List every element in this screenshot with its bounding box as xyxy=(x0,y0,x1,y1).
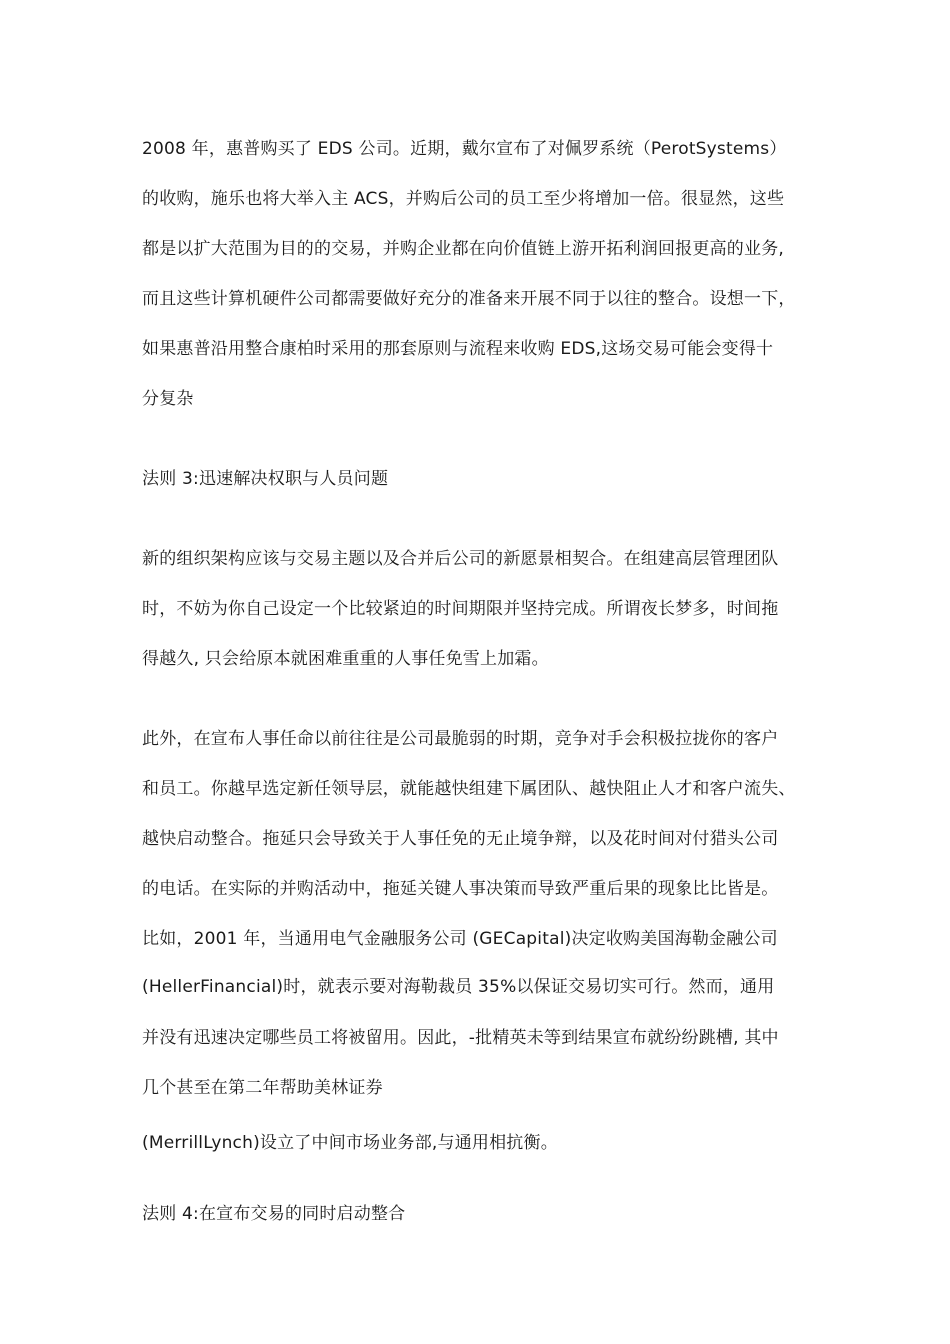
paragraph-3-line-8: 几个甚至在第二年帮助美林证券 xyxy=(142,1078,383,1098)
paragraph-1-line-5: 如果惠普沿用整合康柏时采用的那套原则与流程来收购 EDS,这场交易可能会变得十 xyxy=(142,339,774,359)
paragraph-3-line-1: 此外，在宣布人事任命以前往往是公司最脆弱的时期，竞争对手会积极拉拢你的客户 xyxy=(142,729,779,749)
paragraph-2-line-2: 时，不妨为你自己设定一个比较紧迫的时间期限并坚持完成。所谓夜长梦多，时间拖 xyxy=(142,599,779,619)
paragraph-3-line-9: (MerrillLynch)设立了中间市场业务部,与通用相抗衡。 xyxy=(142,1133,558,1153)
paragraph-3-line-5: 比如，2001 年，当通用电气金融服务公司 (GECapital)决定收购美国海勒金融公司 xyxy=(142,929,778,949)
paragraph-3-line-6: (HellerFinancial)时，就表示要对海勒裁员 35%以保证交易切实可行。然而，通用 xyxy=(142,977,775,997)
paragraph-1-line-3: 都是以扩大范围为目的的交易，并购企业都在向价值链上游开拓利润回报更高的业务, xyxy=(142,239,785,259)
paragraph-1-line-1: 2008 年，惠普购买了 EDS 公司。近期，戴尔宣布了对佩罗系统（PerotSystems） xyxy=(142,139,787,159)
paragraph-1-line-2: 的收购，施乐也将大举入主 ACS，并购后公司的员工至少将增加一倍。很显然，这些 xyxy=(142,189,785,209)
paragraph-2-line-3: 得越久, 只会给原本就困难重重的人事任免雪上加霜。 xyxy=(142,649,549,669)
paragraph-2-line-1: 新的组织架构应该与交易主题以及合并后公司的新愿景相契合。在组建高层管理团队 xyxy=(142,549,779,569)
paragraph-1-line-4: 而且这些计算机硬件公司都需要做好充分的准备来开展不同于以往的整合。设想一下， xyxy=(142,289,796,309)
paragraph-3-line-3: 越快启动整合。拖延只会导致关于人事任免的无止境争辩，以及花时间对付猎头公司 xyxy=(142,829,779,849)
paragraph-1-line-6: 分复杂 xyxy=(142,389,194,409)
paragraph-3-line-7: 并没有迅速决定哪些员工将被留用。因此，-批精英未等到结果宣布就纷纷跳槽, 其中 xyxy=(142,1028,779,1048)
heading-rule-3: 法则 3:迅速解决权职与人员问题 xyxy=(142,469,389,489)
paragraph-3-line-4: 的电话。在实际的并购活动中，拖延关键人事决策而导致严重后果的现象比比皆是。 xyxy=(142,879,779,899)
heading-rule-4: 法则 4:在宣布交易的同时启动整合 xyxy=(142,1204,406,1224)
paragraph-3-line-2: 和员工。你越早选定新任领导层，就能越快组建下属团队、越快阻止人才和客户流失、 xyxy=(142,779,796,799)
